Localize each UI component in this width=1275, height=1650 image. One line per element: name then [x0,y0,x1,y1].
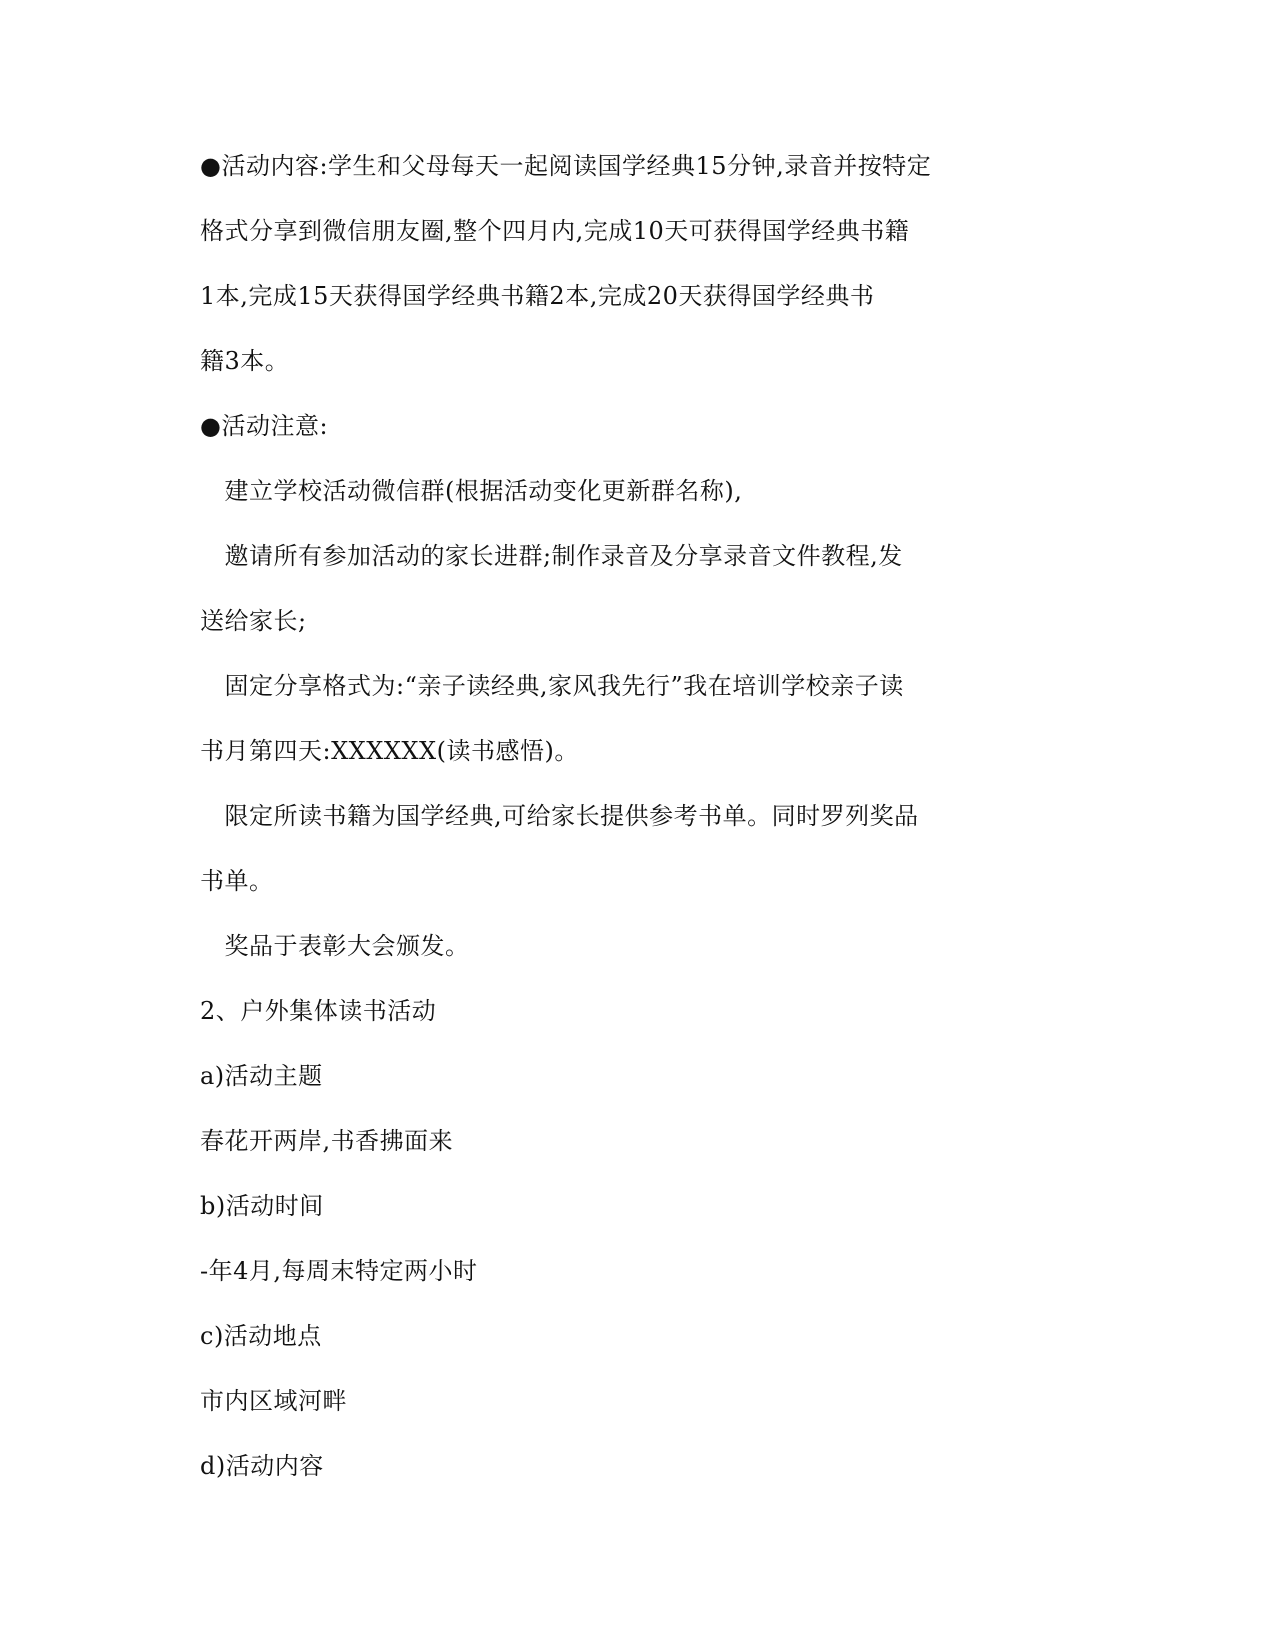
subsection-heading: a)活动主题 [200,1062,323,1090]
paragraph-line: 邀请所有参加活动的家长进群;制作录音及分享录音文件教程,发 [200,542,903,570]
paragraph-line: 限定所读书籍为国学经典,可给家长提供参考书单。同时罗列奖品 [200,802,919,830]
subsection-heading: d)活动内容 [200,1452,324,1480]
paragraph-line: 市内区域河畔 [200,1387,347,1415]
paragraph-line: ●活动内容:学生和父母每天一起阅读国学经典15分钟,录音并按特定 [200,152,932,180]
paragraph-line: 春花开两岸,书香拂面来 [200,1127,454,1155]
section-heading: 2、户外集体读书活动 [200,997,437,1025]
paragraph-line: -年4月,每周末特定两小时 [200,1257,478,1285]
section-heading: ●活动注意: [200,412,329,440]
paragraph-line: 格式分享到微信朋友圈,整个四月内,完成10天可获得国学经典书籍 [200,217,910,245]
paragraph-line: 1本,完成15天获得国学经典书籍2本,完成20天获得国学经典书 [200,282,875,310]
paragraph-line: 送给家长; [200,607,307,635]
paragraph-line: 奖品于表彰大会颁发。 [200,932,470,960]
paragraph-line: 书月第四天:XXXXXX(读书感悟)。 [200,737,579,765]
subsection-heading: b)活动时间 [200,1192,324,1220]
paragraph-line: 籍3本。 [200,347,290,375]
paragraph-line: 建立学校活动微信群(根据活动变化更新群名称), [200,477,743,505]
paragraph-line: 固定分享格式为:“亲子读经典,家风我先行”我在培训学校亲子读 [200,672,904,700]
subsection-heading: c)活动地点 [200,1322,322,1350]
paragraph-line: 书单。 [200,867,274,895]
